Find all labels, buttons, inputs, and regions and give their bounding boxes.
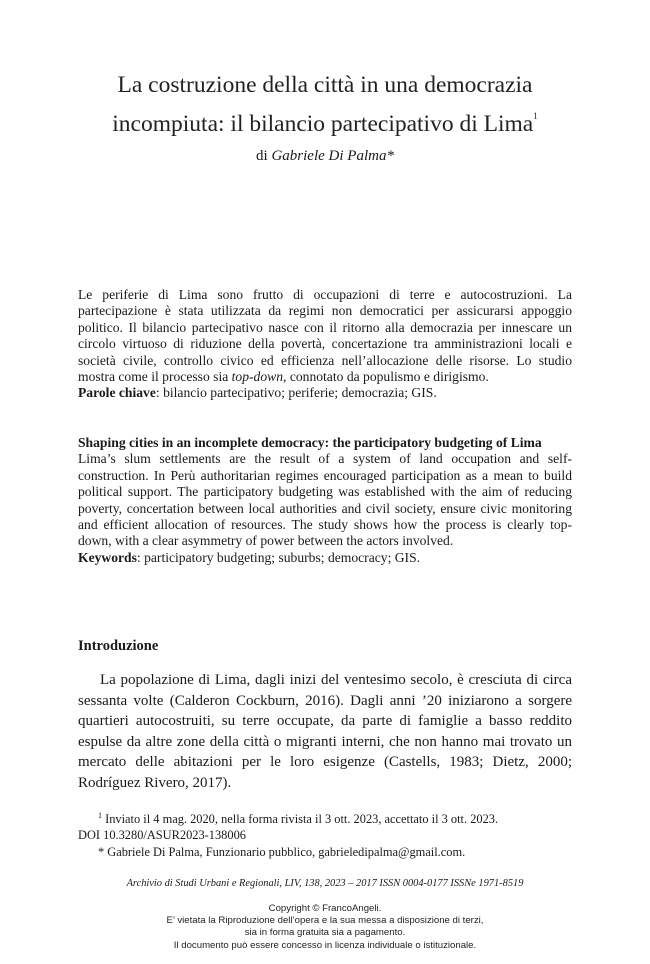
copyright-line-4: Il documento può essere concesso in licenza individuale o istituzionale.: [173, 939, 477, 951]
intro-body: [78, 670, 572, 794]
abstract-it-text: [78, 287, 572, 385]
copyright-line-3: sia in forma gratuita sia a pagamento.: [244, 927, 406, 939]
abstract-en-title: Shaping cities in an incomplete democracy: the participatory budgeting of Lima: [78, 435, 542, 450]
abstract-english: [78, 435, 572, 566]
footnote-author: * Gabriele Di Palma, Funzionario pubblico, gabrieledipalma@gmail.com.: [98, 844, 466, 859]
article-title: [78, 70, 572, 140]
keywords-it-values: : bilancio partecipativo; periferie; democrazia; GIS.: [155, 385, 437, 401]
title-footnote-mark: 1: [533, 111, 538, 121]
section-heading-introduzione: Introduzione: [78, 638, 159, 654]
footnote-1: [78, 808, 572, 827]
copyright-line-2: E’ vietata la Riproduzione dell’opera e la sua messa a disposizione di terzi,: [166, 915, 484, 927]
abstract-italian: [78, 287, 572, 402]
keywords-en-values: : participatory budgeting; suburbs; democracy; GIS.: [136, 549, 421, 565]
intro-paragraph: La popolazione di Lima, dagli inizi del ventesimo secolo, è cresciuta di circa sessanta volte (Calderon Cockburn, 2016). Dagli anni ’20 iniziarono a sorgere quartieri autocostruiti, su terre occupate, da parte di famiglie a basso reddito espulse da altre zone della città o migranti interni, che non hanno mai trovato un mercato delle abitazioni per le loro esigenze (Castells, 1983; Dietz, 2000; Rodríguez Rivero, 2017).: [78, 672, 572, 791]
copyright-line-1: Copyright © FrancoAngeli.: [268, 903, 382, 914]
footnote-1-text: Inviato il 4 mag. 2020, nella forma rivista il 3 ott. 2023, accettato il 3 ott. 2023.: [102, 812, 499, 827]
abstract-it-body-end: , connotato da populismo e dirigismo.: [283, 369, 489, 385]
journal-citation: Archivio di Studi Urbani e Regionali, LIV, 138, 2023 – 2017 ISSN 0004-0177 ISSNe 1971-8519: [126, 878, 524, 889]
author-line: [78, 146, 572, 166]
author-name: Gabriele Di Palma*: [271, 148, 394, 164]
keywords-it: [78, 385, 572, 401]
footnotes: [78, 808, 572, 860]
keywords-en: [78, 550, 572, 566]
title-line-2: incompiuta: il bilancio partecipativo di Lima: [112, 111, 534, 137]
doi-line: DOI 10.3280/ASUR2023-138006: [78, 828, 246, 843]
title-line-1: La costruzione della città in una democrazia: [117, 72, 533, 98]
abstract-en-text: Lima’s slum settlements are the result of a system of land occupation and self-construction. In Perù authoritarian regimes encouraged participation as a mean to build political support. The participatory budgeting was established with the aim of reducing poverty, concertation between local authorities and civil society, ensure civic monitoring and efficient allocation of resources. The study shows how the process is clearly top-down, with a clear asymmetry of power between the actors involved.: [78, 451, 572, 549]
footnote-1-mark: 1: [98, 811, 102, 820]
abstract-it-body: Le periferie di Lima sono frutto di occupazioni di terre e autocostruzioni. La partecipazione è stata utilizzata da regimi non democratici per assicurarsi appoggio politico. Il bilancio partecipativo nasce con il ritorno alla democrazia per innescare un circolo virtuoso di riduzione della povertà, concertazione tra amministrazioni locali e società civile, controllo civico ed efficienza nell’allocazione delle risorse. Lo studio mostra come il processo sia: [78, 287, 572, 385]
author-prefix: di: [256, 148, 268, 164]
keywords-en-label: Keywords: [78, 549, 137, 565]
keywords-it-label: Parole chiave: [78, 385, 156, 401]
abstract-it-emphasis: top-down: [231, 369, 284, 385]
copyright-notice: [0, 903, 650, 952]
